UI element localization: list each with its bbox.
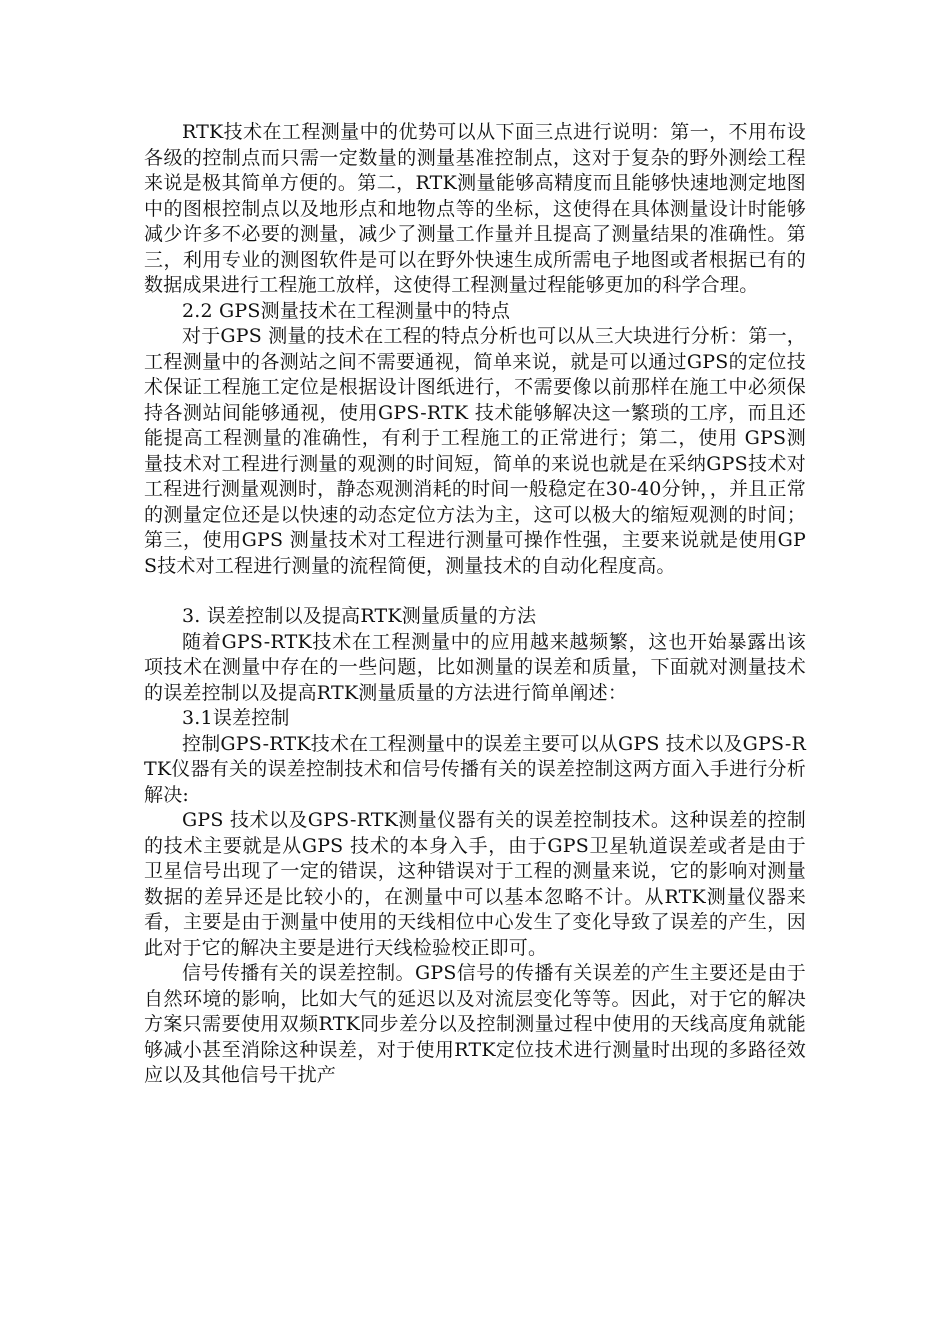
paragraph-section-3-intro: 随着GPS-RTK技术在工程测量中的应用越来越频繁，这也开始暴露出该项技术在测量中存在的一些问题，比如测量的误差和质量，下面就对测量技术的误差控制以及提高RTK测量质量的方法进行简单阐述： [144, 630, 806, 704]
paragraph-error-control-intro: 控制GPS-RTK技术在工程测量中的误差主要可以从GPS 技术以及GPS-RTK仪器有关的误差控制技术和信号传播有关的误差控制这两方面入手进行分析解决: [144, 732, 806, 806]
document-body [144, 120, 806, 1089]
paragraph-signal-error: 信号传播有关的误差控制。GPS信号的传播有关误差的产生主要还是由于自然环境的影响，比如大气的延迟以及对流层变化等等。因此，对于它的解决方案只需要使用双频RTK同步差分以及控制测量过程中使用的天线高度角就能够减小甚至消除这种误差，对于使用RTK定位技术进行测量时出现的多路径效应以及其他信号干扰产 [144, 962, 806, 1086]
section-heading-2-2: 2.2 GPS测量技术在工程测量中的特点 [182, 299, 511, 322]
blank-line [144, 579, 806, 604]
paragraph-gps-characteristics: 对于GPS 测量的技术在工程的特点分析也可以从三大块进行分析：第一，工程测量中的各测站之间不需要通视，简单来说，就是可以通过GPS的定位技术保证工程施工定位是根据设计图纸进行，不需要像以前那样在施工中必须保持各测站间能够通视，使用GPS-RTK 技术能够解决这一繁琐的工序，而且还能提高工程测量的准确性，有利于工程施工的正常进行；第二，使用 GPS测量技术对工程进行测量的观测的时间短，简单的来说也就是在采纳GPS技术对工程进行测量观测时，静态观测消耗的时间一般稳定在30-40分钟，，并且正常的测量定位还是以快速的动态定位方法为主，这可以极大的缩短观测的时间；第三，使用GPS 测量技术对工程进行测量可操作性强，主要来说就是使用GPS技术对工程进行测量的流程简便，测量技术的自动化程度高。 [144, 325, 806, 577]
section-heading-3-1: 3.1误差控制 [182, 707, 290, 729]
paragraph-instrument-error: GPS 技术以及GPS-RTK测量仪器有关的误差控制技术。这种误差的控制的技术主要就是从GPS 技术的本身入手，由于GPS卫星轨道误差或者是由于卫星信号出现了一定的错误，这种错误对于工程的测量来说，它的影响对测量数据的差异还是比较小的，在测量中可以基本忽略不计。从RTK测量仪器来看，主要是由于测量中使用的天线相位中心发生了变化导致了误差的产生，因此对于它的解决主要是进行天线检验校正即可。 [144, 809, 806, 959]
paragraph-rtk-advantages: RTK技术在工程测量中的优势可以从下面三点进行说明：第一，不用布设各级的控制点而只需一定数量的测量基准控制点，这对于复杂的野外测绘工程来说是极其简单方便的。第二，RTK测量能够高精度而且能够快速地测定地图中的图根控制点以及地形点和地物点等的坐标，这使得在具体测量设计时能够减少许多不必要的测量，减少了测量工作量并且提高了测量结果的准确性。第三，利用专业的测图软件是可以在野外快速生成所需电子地图或者根据已有的数据成果进行工程施工放样，这使得工程测量过程能够更加的科学合理。 [144, 121, 806, 296]
section-heading-3: 3. 误差控制以及提高RTK测量质量的方法 [182, 605, 537, 627]
